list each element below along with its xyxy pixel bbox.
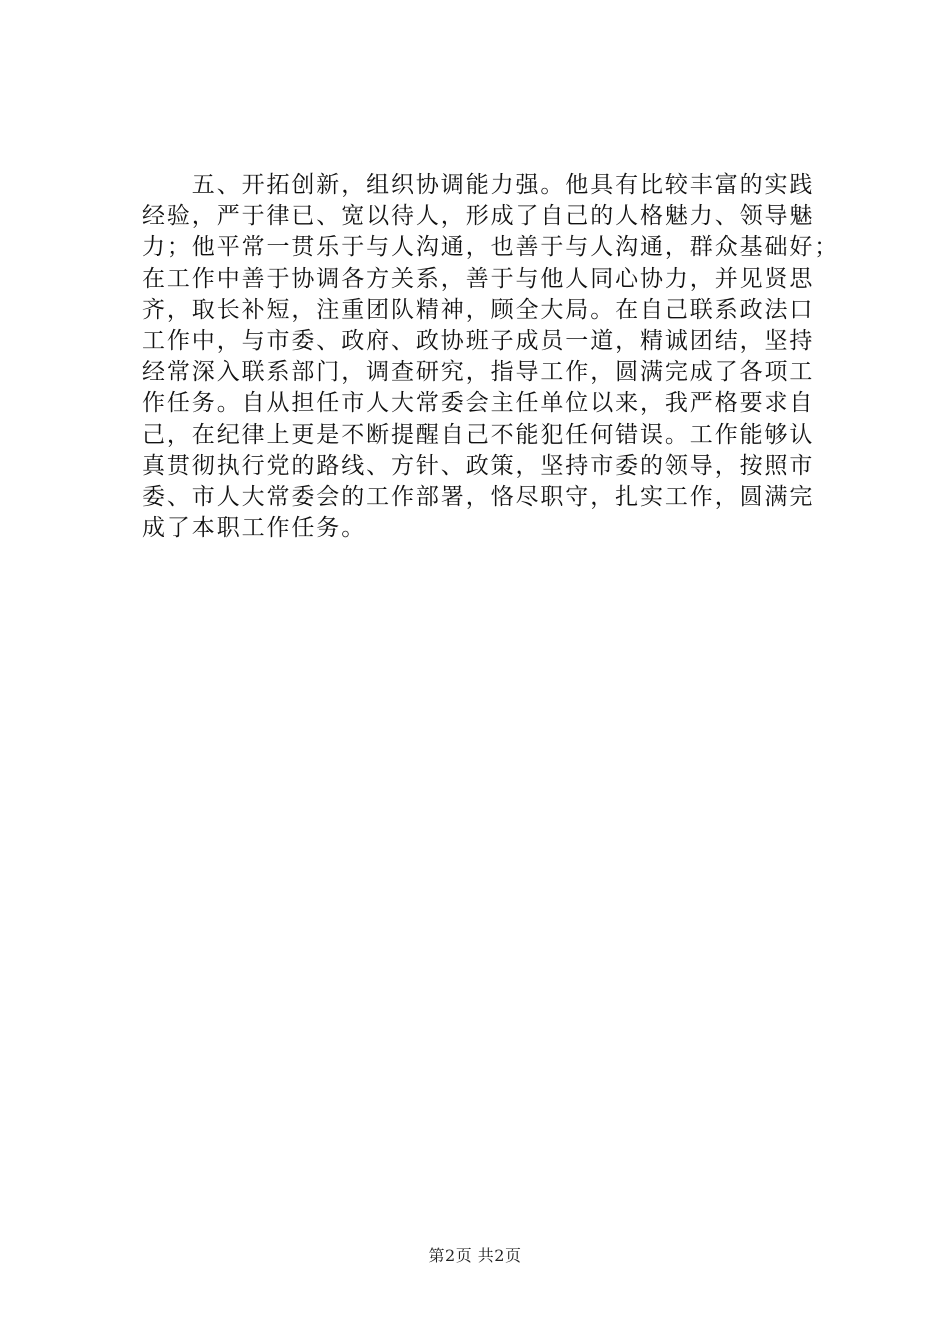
paragraph-line-1: 五、开拓创新，组织协调能力强。他具有比较丰富的实践 (142, 172, 815, 198)
paragraph-line-4: 在工作中善于协调各方关系，善于与他人同心协力，并见贤思 (142, 265, 815, 292)
page-number-label: 第2页 共2页 (428, 1246, 522, 1265)
paragraph-line-3: 力；他平常一贯乐于与人沟通，也善于与人沟通，群众基础好； (142, 234, 840, 261)
paragraph-line-5: 齐，取长补短，注重团队精神，顾全大局。在自己联系政法口 (142, 296, 815, 323)
paragraph-line-12: 成了本职工作任务。 (142, 515, 367, 542)
paragraph-line-6: 工作中，与市委、政府、政协班子成员一道，精诚团结，坚持 (142, 328, 815, 355)
paragraph-line-11: 委、市人大常委会的工作部署，恪尽职守，扎实工作，圆满完 (142, 484, 815, 511)
paragraph-line-7: 经常深入联系部门，调查研究，指导工作，圆满完成了各项工 (142, 359, 815, 386)
paragraph-line-9: 己，在纪律上更是不断提醒自己不能犯任何错误。工作能够认 (142, 421, 815, 448)
page-footer (0, 1243, 950, 1266)
paragraph-line-10: 真贯彻执行党的路线、方针、政策，坚持市委的领导，按照市 (142, 452, 815, 479)
paragraph-line-2: 经验，严于律已、宽以待人，形成了自己的人格魅力、领导魅 (142, 203, 815, 230)
body-paragraph (142, 170, 842, 544)
paragraph-line-8: 作任务。自从担任市人大常委会主任单位以来，我严格要求自 (142, 390, 815, 417)
